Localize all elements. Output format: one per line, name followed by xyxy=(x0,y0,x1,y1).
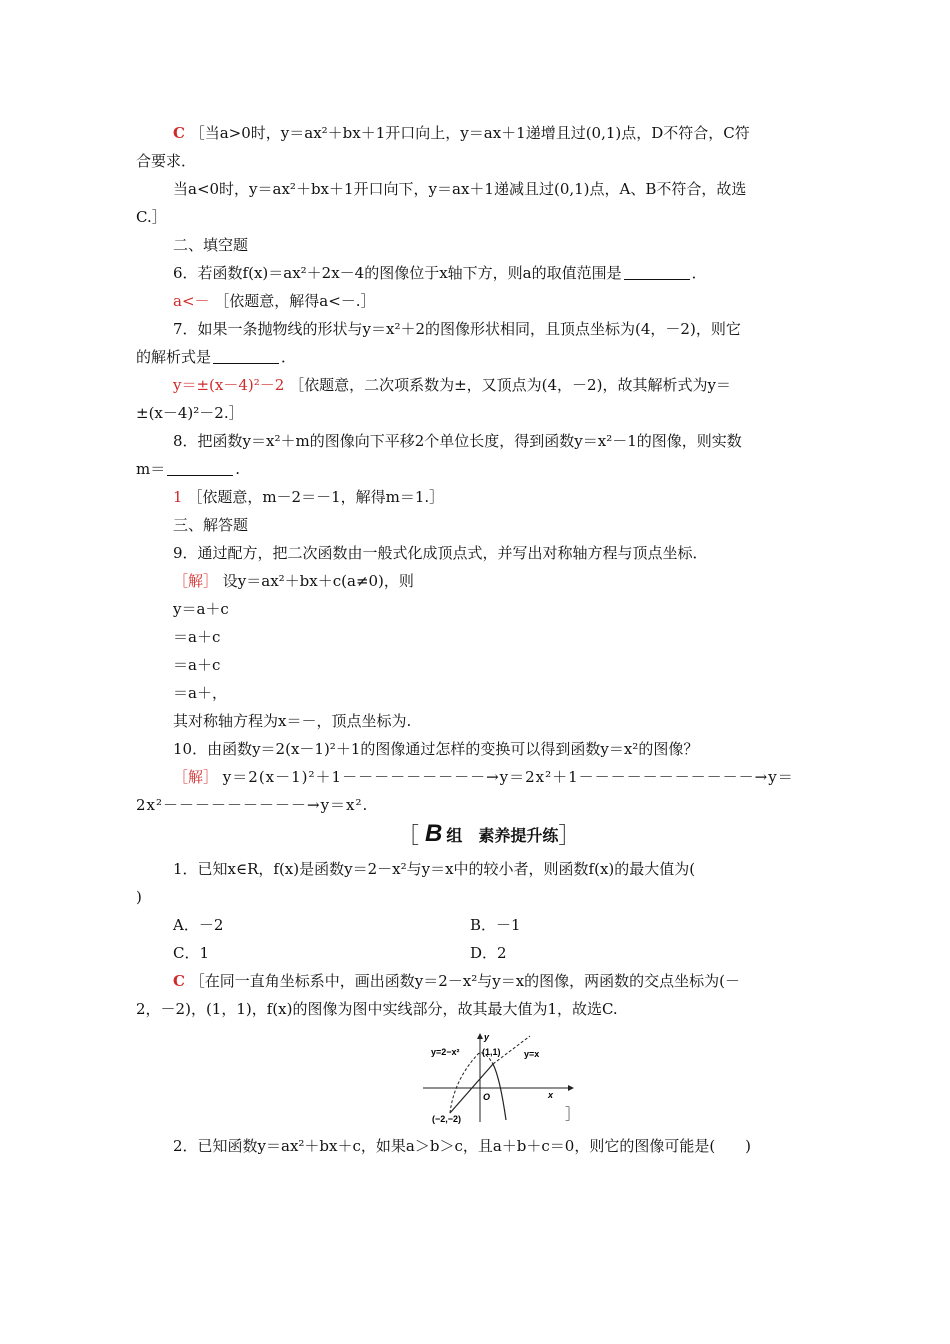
punct: . xyxy=(235,460,241,478)
explanation-cont: ±(x－4)²－2.］ xyxy=(136,404,244,422)
question-b1-cont: ) xyxy=(136,888,142,906)
question-7: 7．如果一条抛物线的形状与y＝x²＋2的图像形状相同，且顶点坐标为(4，－2)，则它 xyxy=(173,320,741,338)
solution-step: ＝a＋， xyxy=(173,684,227,702)
punct: ． xyxy=(281,348,297,366)
section-heading: 二、填空题 xyxy=(173,236,249,254)
question-text: 6．若函数f(x)＝ax²＋2x－4的图像位于x轴下方，则a的取值范围是 xyxy=(173,264,622,282)
question-10: 10．由函数y＝2(x－1)²＋1的图像通过怎样的变换可以得到函数y＝x²的图像？ xyxy=(173,740,699,758)
solution-step: 其对称轴方程为x＝－，顶点坐标为. xyxy=(173,712,412,730)
banner-bracket-open: ［ xyxy=(397,823,420,849)
solution-cont: 2x²－－－－－－－－－→y＝x². xyxy=(136,796,369,814)
explanation-cont: C.］ xyxy=(136,208,167,226)
section-banner xyxy=(397,819,580,849)
option-b: B．－1 xyxy=(470,916,521,934)
parabola-dashed xyxy=(450,1053,493,1113)
answer-blank xyxy=(167,461,233,476)
answer-letter: C xyxy=(173,124,185,142)
answer-blank xyxy=(624,265,690,280)
question-6 xyxy=(173,263,707,283)
punct: ． xyxy=(691,264,707,282)
option-a: A．－2 xyxy=(173,916,224,934)
explanation: ［依题意，二次项系数为±，又顶点为(4，－2)，故其解析式为y＝ xyxy=(289,376,731,394)
label-point-1-1: (1,1) xyxy=(482,1047,501,1057)
bracket-close: ］ xyxy=(565,1105,581,1123)
explanation: ［在同一直角坐标系中，画出函数y＝2－x²与y＝x的图像，两函数的交点坐标为(－ xyxy=(189,972,741,990)
answer-line xyxy=(173,375,731,395)
function-graph xyxy=(418,1030,581,1125)
solution-text: 设y＝ax²＋bx＋c(a≠0)，则 xyxy=(222,572,414,590)
question-b2: 2．已知函数y＝ax²＋bx＋c，如果a＞b＞c，且a＋b＋c＝0，则它的图像可能是( ) xyxy=(173,1137,752,1155)
solution-step: ＝a＋c xyxy=(173,628,221,646)
answer-value: 1 xyxy=(173,488,183,506)
banner-bracket-close: ］ xyxy=(558,823,581,849)
solution-tag: ［解］ xyxy=(173,572,219,590)
answer-letter: C xyxy=(173,972,185,990)
explanation: ［当a>0时，y＝ax²＋bx＋1开口向上，y＝ax＋1递增且过(0,1)点，D不符合，C符 xyxy=(189,124,750,142)
label-parabola: y=2−x² xyxy=(431,1047,460,1057)
answer-line xyxy=(173,487,444,507)
explanation: ［依题意，m－2＝－1，解得m＝1.］ xyxy=(187,488,445,506)
question-9: 9．通过配方，把二次函数由一般式化成顶点式，并写出对称轴方程与顶点坐标． xyxy=(173,544,708,562)
label-line: y=x xyxy=(524,1049,540,1059)
question-8-cont xyxy=(136,459,240,479)
solution-step: y＝a＋c xyxy=(173,600,229,618)
answer-value: a<－ xyxy=(173,292,210,310)
parabola-solid xyxy=(493,1064,506,1120)
label-origin: O xyxy=(483,1092,491,1102)
explanation: ［依题意，解得a<－.］ xyxy=(214,292,376,310)
solution-line xyxy=(173,767,794,787)
option-c: C．1 xyxy=(173,944,210,962)
solution-tag: ［解］ xyxy=(173,768,219,786)
question-7-cont xyxy=(136,347,296,367)
x-axis-arrow xyxy=(568,1085,574,1091)
question-b1: 1．已知x∈R，f(x)是函数y＝2－x²与y＝x中的较小者，则函数f(x)的最大值为( xyxy=(173,860,696,878)
solution-text: y＝2(x－1)²＋1－－－－－－－－－→y＝2x²＋1－－－－－－－－－－－→y＝ xyxy=(222,768,794,786)
question-8: 8．把函数y＝x²＋m的图像向下平移2个单位长度，得到函数y＝x²－1的图像，则实数 xyxy=(173,432,742,450)
banner-title: 组 素养提升练 xyxy=(446,825,559,845)
answer-line xyxy=(173,971,740,991)
answer-blank xyxy=(213,349,279,364)
explanation-line: 当a<0时，y＝ax²＋bx＋1开口向下，y＝ax＋1递减且过(0,1)点，A、B不符合，故选 xyxy=(173,180,747,198)
explanation-cont: 2，－2)，(1，1)，f(x)的图像为图中实线部分，故其最大值为1，故选C. xyxy=(136,1000,618,1018)
answer-line xyxy=(173,291,376,311)
solution-step: ＝a＋c xyxy=(173,656,221,674)
y-axis-arrow xyxy=(477,1033,483,1039)
option-d: D．2 xyxy=(470,944,507,962)
label-y-axis: y xyxy=(484,1032,490,1042)
question-text: 的解析式是 xyxy=(136,348,212,366)
answer-line xyxy=(173,123,750,143)
label-x-axis: x xyxy=(548,1090,554,1100)
banner-letter: B xyxy=(425,820,443,847)
question-text: m＝ xyxy=(136,460,166,478)
solution-line xyxy=(173,571,414,591)
label-point-neg2: (−2,−2) xyxy=(432,1114,462,1124)
explanation-cont: 合要求． xyxy=(136,152,197,170)
section-heading: 三、解答题 xyxy=(173,516,249,534)
answer-value: y＝±(x－4)²－2 xyxy=(173,376,285,394)
